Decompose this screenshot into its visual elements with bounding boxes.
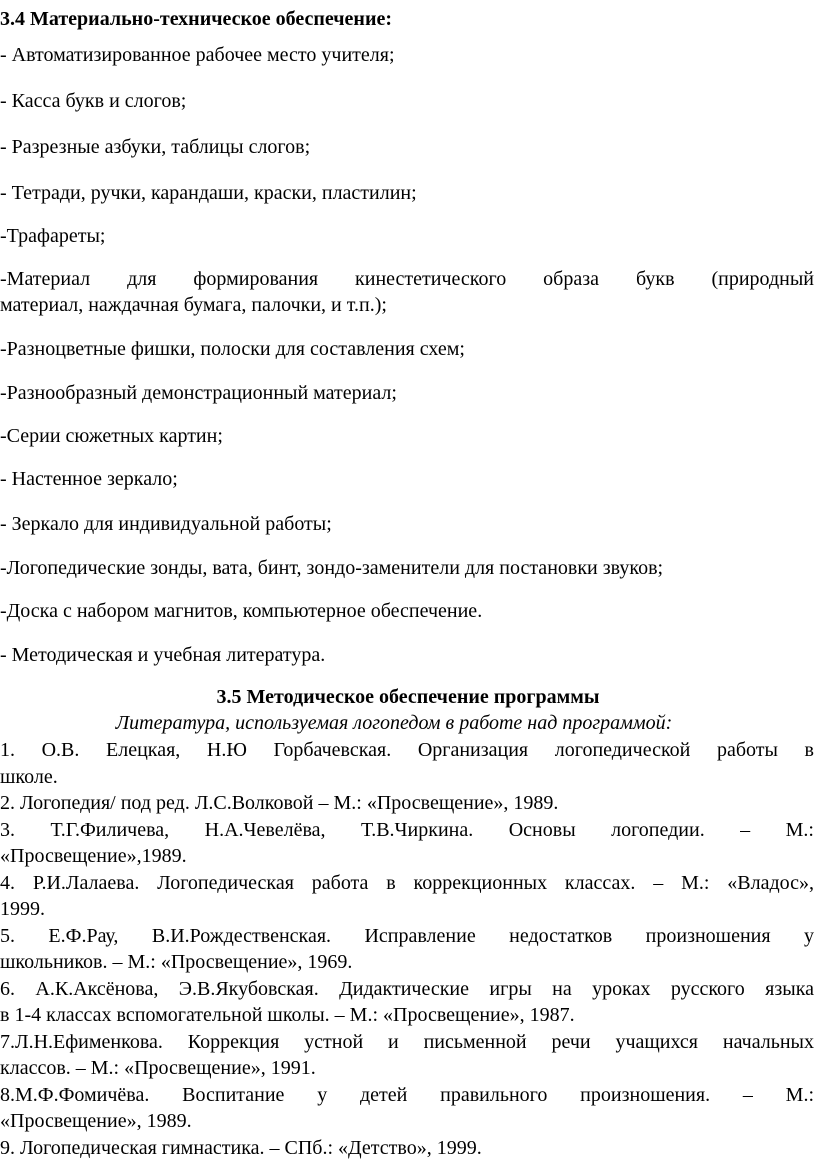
material-item: - Автоматизированное рабочее место учителя; [0,44,395,66]
reference-line: «Просвещение», 1989. [0,1110,192,1132]
reference-line: школьников. – М.: «Просвещение», 1969. [0,951,353,973]
material-item: -Доска с набором магнитов, компьютерное обеспечение. [0,600,483,622]
material-item: - Методическая и учебная литература. [0,644,326,666]
material-item [0,266,814,292]
material-item: -Серии сюжетных картин; [0,425,223,447]
reference-item [0,870,814,923]
material-item: - Настенное зеркало; [0,468,178,490]
reference-list [0,737,814,1161]
reference-line: 9. Логопедическая гимнастика. – СПб.: «Детство», 1999. [0,1136,482,1159]
reference-item [0,737,814,790]
reference-line: 2. Логопедия/ под ред. Л.С.Волковой – М.: «Просвещение», 1989. [0,792,559,814]
reference-item [0,790,814,817]
literature-subtitle: Литература, используемая логопедом в работе над программой: [115,712,673,734]
material-item: -Логопедические зонды, вата, бинт, зондо-заменители для постановки звуков; [0,557,664,579]
reference-item [0,817,814,870]
reference-line: 4. Р.И.Лалаева. Логопедическая работа в коррекционных классах. – М.: «Владос», [0,871,814,894]
reference-line: 8.М.Ф.Фомичёва. Воспитание у детей правильного произношения. – М.: [0,1083,814,1106]
material-item: -Разноцветные фишки, полоски для составления схем; [0,338,465,360]
reference-line: 7.Л.Н.Ефименкова. Коррекция устной и письменной речи учащихся начальных [0,1030,814,1053]
material-item: - Тетради, ручки, карандаши, краски, пластилин; [0,182,417,204]
reference-line: школе. [0,765,58,788]
material-item: -Трафареты; [0,225,106,247]
reference-line: 1. О.В. Елецкая, Н.Ю Горбачевская. Организация логопедической работы в [0,739,814,761]
reference-line: 1999. [0,898,45,920]
reference-line: 3. Т.Г.Филичева, Н.А.Чевелёва, Т.В.Чиркина. Основы логопедии. – М.: [0,818,814,841]
section-title-methodical: 3.5 Методическое обеспечение программы [216,686,600,708]
reference-item [0,976,814,1029]
reference-item [0,1135,814,1162]
reference-item [0,1082,814,1135]
material-item-continuation: материал, наждачная бумага, палочки, и т.п.); [0,294,387,316]
reference-line: «Просвещение»,1989. [0,845,187,867]
section-title-material: 3.4 Материально-техническое обеспечение: [0,8,393,30]
reference-item [0,1029,814,1082]
material-item: - Зеркало для индивидуальной работы; [0,513,332,535]
reference-line: в 1-4 классах вспомогательной школы. – М.: «Просвещение», 1987. [0,1004,575,1026]
material-item: -Разнообразный демонстрационный материал; [0,382,397,404]
reference-item [0,923,814,976]
material-item: - Касса букв и слогов; [0,90,187,112]
reference-line: классов. – М.: «Просвещение», 1991. [0,1057,316,1079]
material-item: - Разрезные азбуки, таблицы слогов; [0,136,311,158]
reference-line: 5. Е.Ф.Рау, В.И.Рождественская. Исправление недостатков произношения у [0,924,814,947]
material-item-line: -Материал для формирования кинестетического образа букв (природный [0,268,814,290]
reference-line: 6. А.К.Аксёнова, Э.В.Якубовская. Дидактические игры на уроках русского языка [0,977,814,1000]
